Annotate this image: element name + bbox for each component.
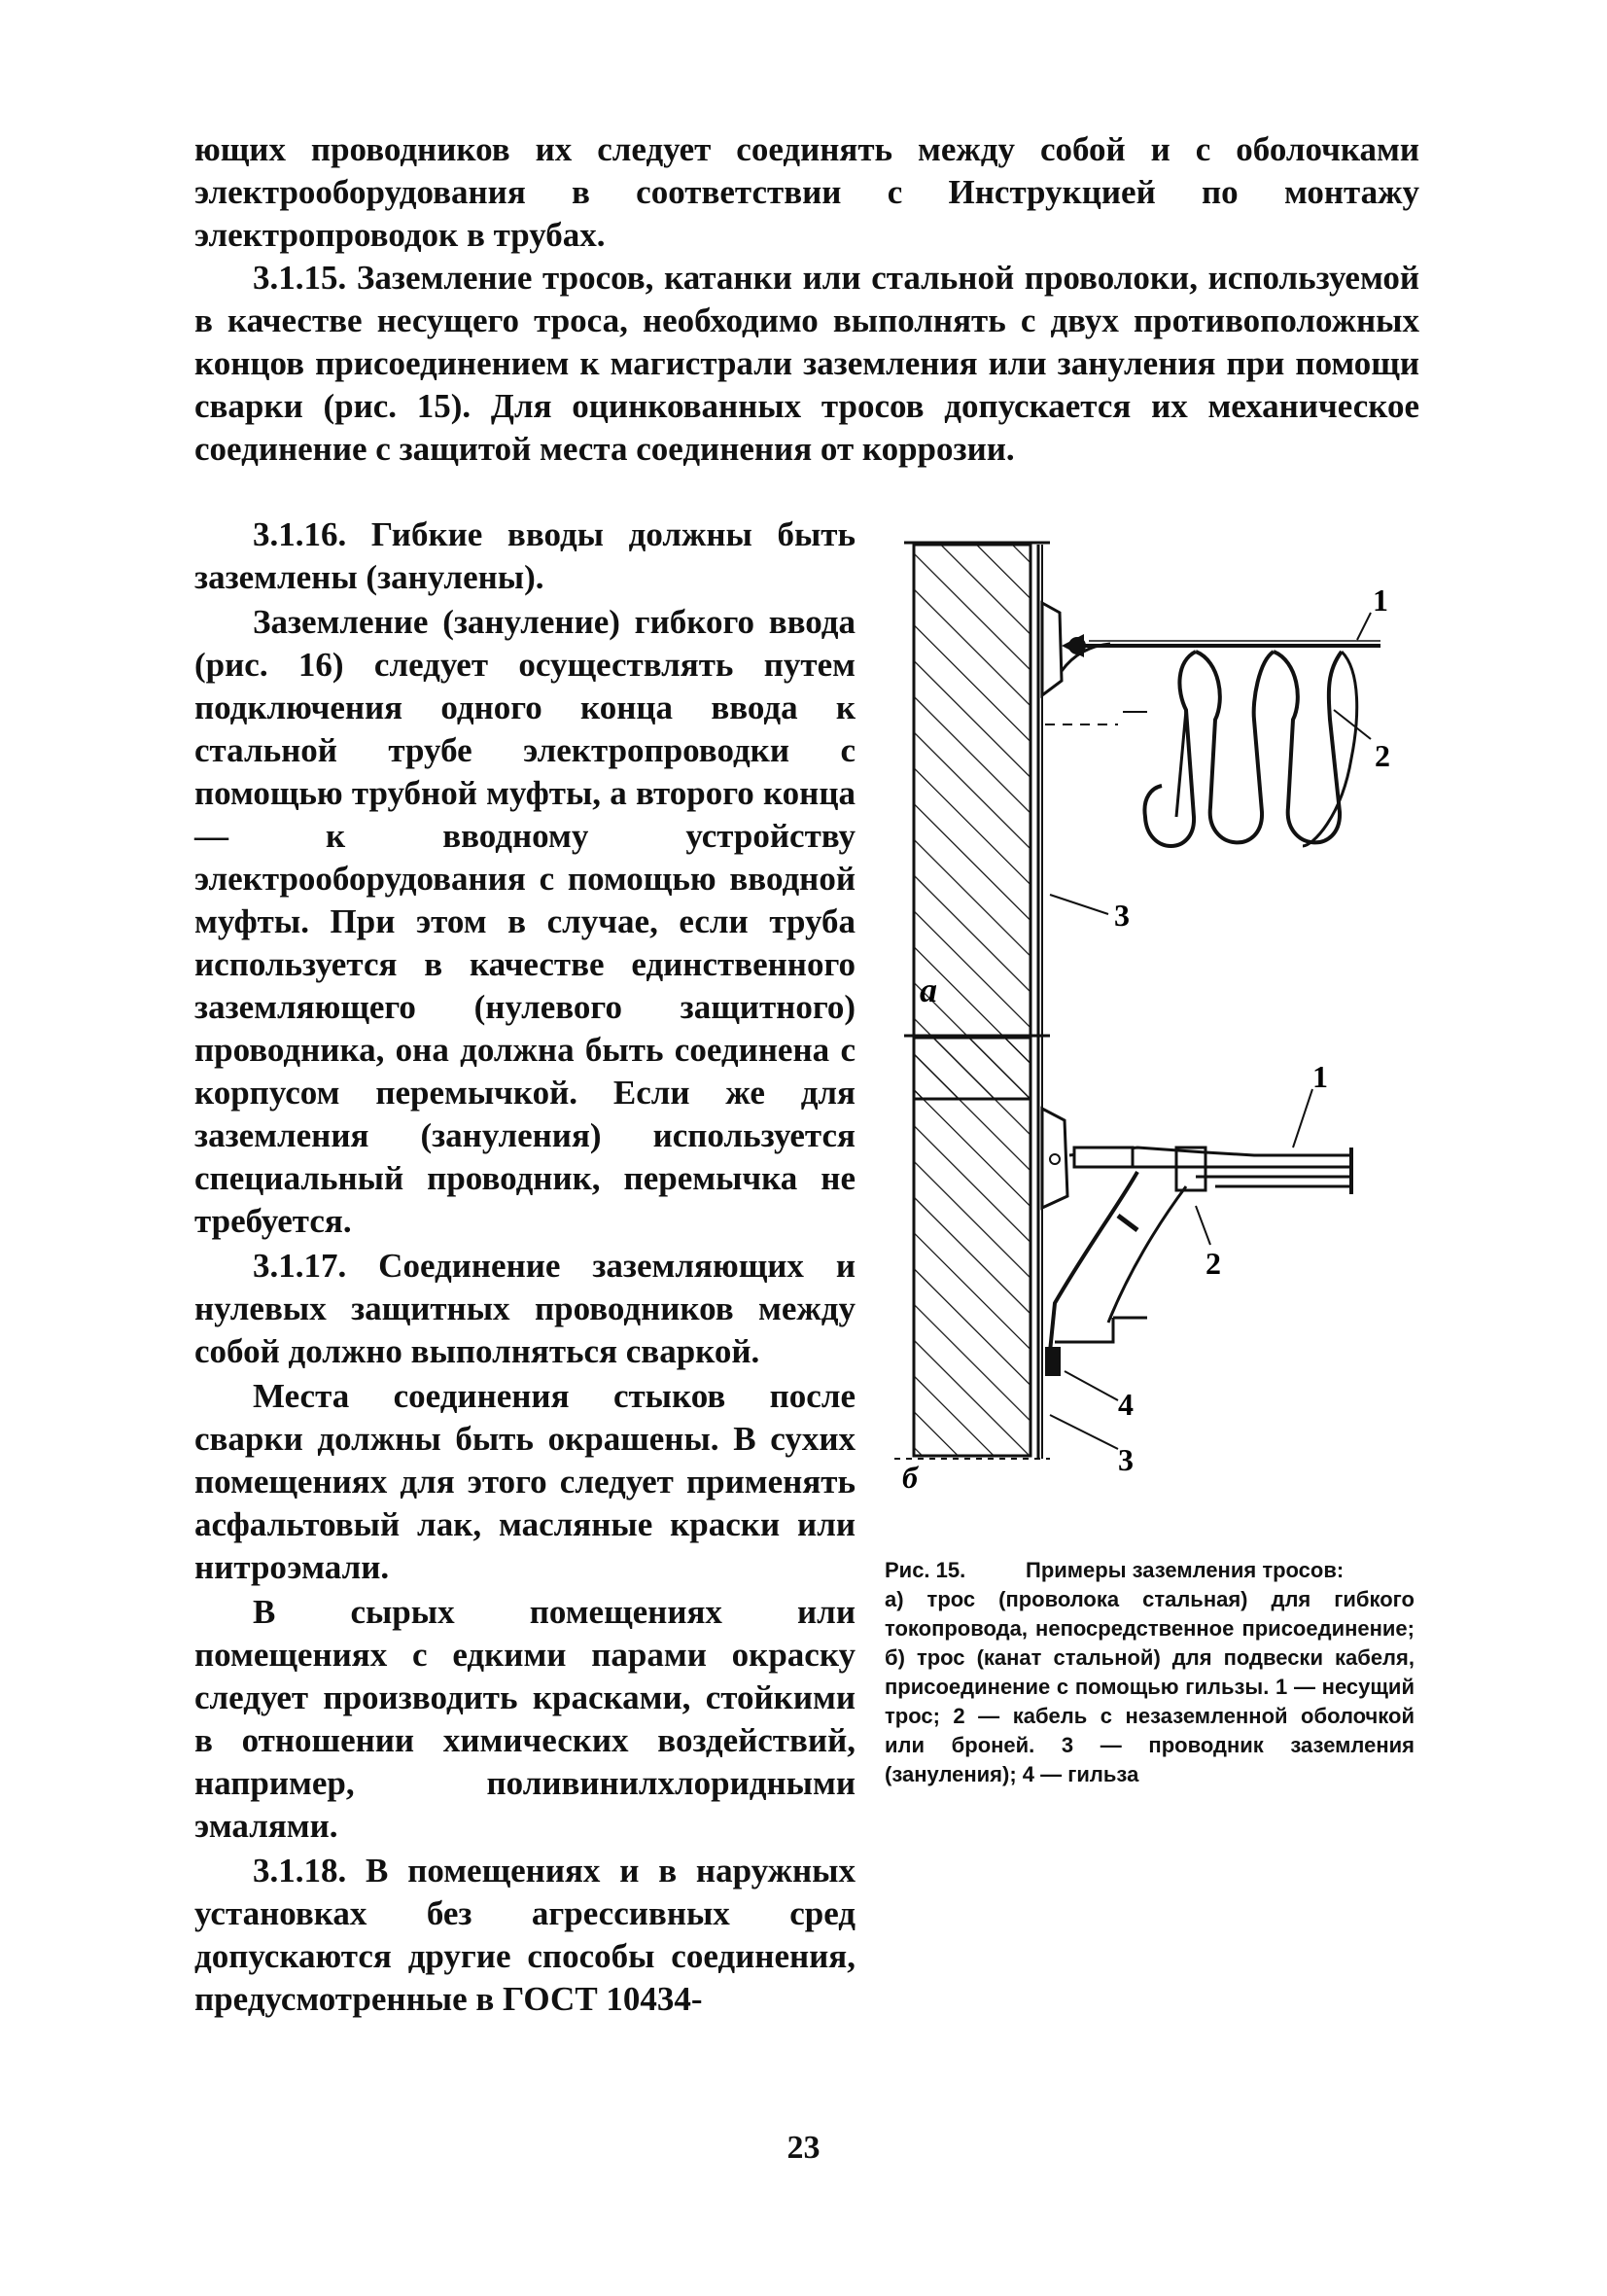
wall-b [914,1038,1031,1456]
paragraph-flexible-input: Заземление (зануление) гибкого ввода (рис. 16) следует осуществлять путем подключения одного конца ввода к стальной трубе электропроводки с помощью трубной муфты, а второго конца — к вводному устройству электрооборудования с помощью вводной муфты. При этом в случае, если труба используется в качестве единственного заземляющего (нулевого защитного) проводника, она должна быть соединена с корпусом перемычкой. Если же для заземления (зануления) используется специальный проводник, перемычка не требуется. [194,603,856,1240]
top-text [194,128,1419,471]
paragraph-3-1-16: 3.1.16. Гибкие вводы должны быть заземлены (занулены). [194,515,856,596]
paragraph-3-1-18: 3.1.18. В помещениях и в наружных установках без агрессивных сред допускаются другие способы соединения, предусмотренные в ГОСТ 10434- [194,1852,856,2018]
label-b-1: 1 [1312,1059,1328,1094]
caption-title: Примеры заземления тросов: [1026,1558,1345,1582]
figure-a-label: а [920,971,937,1009]
loop-2 [1196,652,1274,842]
label-a-1: 1 [1373,583,1388,618]
figure-b-label: б [902,1460,918,1495]
continuation-paragraph: ющих проводников их следует соединять между собой и с оболочками электрооборудования в соответствии с Инструкцией по монтажу электропроводок в трубах. [194,130,1419,254]
caption-text: а) трос (проволока стальная) для гибкого токопровода, непосредственное присоединение; б) трос (канат стальной) для подвески кабеля, присоединение с помощью гильзы. 1 — несущий трос; 2 — кабель с незаземленной оболочкой или броней. 3 — проводник заземления (зануления); 4 — гильза [885,1587,1415,1786]
paragraph-3-1-17: 3.1.17. Соединение заземляющих и нулевых защитных проводников между собой должно выполняться сваркой. [194,1247,856,1370]
label-a-2: 2 [1375,738,1390,773]
left-column-text [194,513,856,2023]
loop-3 [1274,652,1342,842]
figure-a-drawing [904,543,1390,1099]
figure-caption [885,1556,1415,1789]
bracket-b [1042,1109,1067,1208]
wall-a [914,545,1031,1099]
caption-label: Рис. 15. [885,1558,966,1582]
figure-15-drawing [885,525,1429,1498]
figure-15 [885,525,1429,1498]
paragraph-painting-dry: Места соединения стыков после сварки должны быть окрашены. В сухих помещениях для этого следует применять асфальтовый лак, масляные краски или нитроэмали. [194,1377,856,1586]
paragraph-3-1-15: 3.1.15. Заземление тросов, катанки или стальной проволоки, используемой в качестве несущего троса, необходимо выполнять с двух противоположных концов присоединением к магистрали заземления или зануления при помощи сварки (рис. 15). Для оцинкованных тросов допускается их механическое соединение с защитой места соединения от коррозии. [194,259,1419,468]
page-number: 23 [786,2130,821,2166]
loop-1 [1144,652,1196,846]
label-a-3: 3 [1114,898,1130,933]
label-b-4: 4 [1118,1387,1134,1422]
paragraph-painting-wet: В сырых помещениях или помещениях с едкими парами окраску следует производить красками, стойкими в отношении химических воздействий, например, поливинилхлоридными эмалями. [194,1593,856,1845]
sleeve-4 [1045,1347,1061,1376]
label-b-2: 2 [1205,1246,1221,1281]
bracket-a [1042,603,1062,695]
label-b-3: 3 [1118,1442,1134,1477]
figure-b-drawing [894,1036,1351,1477]
